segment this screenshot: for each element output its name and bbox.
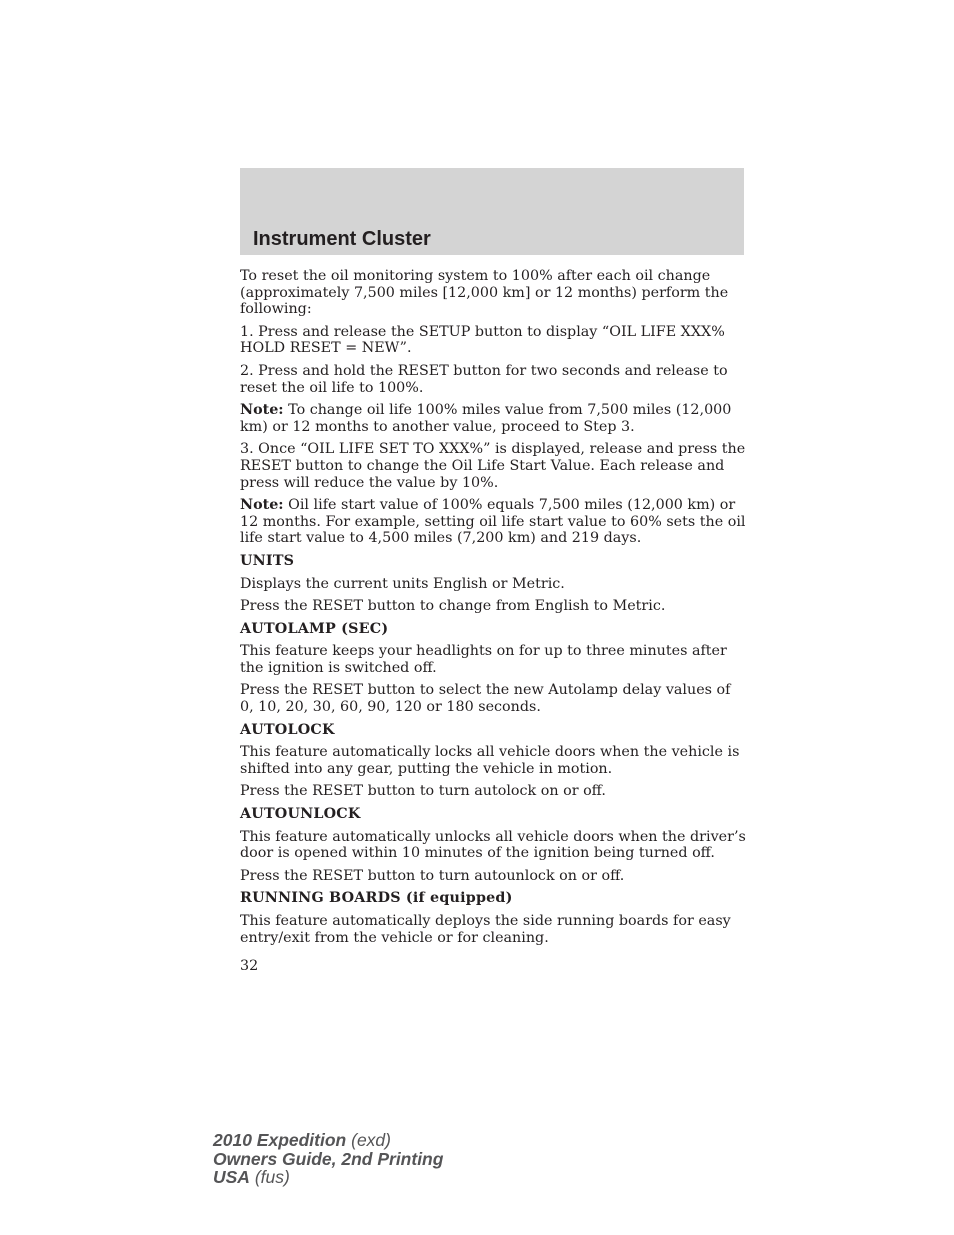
footer-market-code: (fus) bbox=[249, 1167, 290, 1187]
autolamp-paragraph-1: This feature keeps your headlights on for up to three minutes after the ignition is switched off. bbox=[240, 643, 727, 676]
footer-model: 2010 Expedition bbox=[213, 1130, 347, 1150]
autounlock-heading: AUTOUNLOCK bbox=[240, 806, 361, 823]
autolock-paragraph-2: Press the RESET button to turn autolock on or off. bbox=[240, 783, 606, 800]
page-number: 32 bbox=[240, 958, 259, 975]
footer-market: USA bbox=[213, 1167, 250, 1187]
section-header bbox=[240, 168, 744, 255]
note-1 bbox=[240, 402, 746, 435]
footer-model-code: (exd) bbox=[346, 1130, 391, 1150]
units-paragraph-1: Displays the current units English or Metric. bbox=[240, 575, 565, 592]
autolock-heading: AUTOLOCK bbox=[240, 721, 335, 738]
units-heading: UNITS bbox=[240, 552, 295, 569]
step-1: 1. Press and release the SETUP button to display “OIL LIFE XXX% HOLD RESET = NEW”. bbox=[240, 323, 725, 357]
autolock-paragraph-1: This feature automatically locks all vehicle doors when the vehicle is shifted into any gear, putting the vehicle in motion. bbox=[240, 744, 740, 777]
autounlock-paragraph-1: This feature automatically unlocks all vehicle doors when the driver’s door is opened within 10 minutes of the ignition being turned off. bbox=[240, 828, 746, 862]
note-1-text: To change oil life 100% miles value from 7,500 miles (12,000 km) or 12 months to another value, proceed to Step 3. bbox=[240, 402, 732, 435]
units-paragraph-2: Press the RESET button to change from English to Metric. bbox=[240, 598, 666, 615]
note-2-text: Oil life start value of 100% equals 7,500 miles (12,000 km) or 12 months. For example, setting oil life start value to 60% sets the oil life start value to 4,500 miles (7,200 km) and 219 days. bbox=[240, 497, 746, 547]
autolamp-heading: AUTOLAMP (SEC) bbox=[240, 620, 389, 637]
document-footer bbox=[213, 1131, 443, 1187]
page-body bbox=[240, 268, 746, 981]
step-3: 3. Once “OIL LIFE SET TO XXX%” is displayed, release and press the RESET button to change the Oil Life Start Value. Each release and press will reduce the value by 10%. bbox=[240, 441, 746, 491]
footer-guide: Owners Guide, 2nd Printing bbox=[213, 1148, 444, 1169]
section-title: Instrument Cluster bbox=[253, 228, 431, 250]
footer-line-3 bbox=[213, 1168, 443, 1187]
note-1-label: Note: bbox=[240, 402, 284, 419]
intro-paragraph: To reset the oil monitoring system to 100% after each oil change (approximately 7,500 miles [12,000 km] or 12 months) perform the following: bbox=[240, 268, 729, 318]
footer-line-1 bbox=[213, 1131, 443, 1150]
autolamp-paragraph-2: Press the RESET button to select the new Autolamp delay values of 0, 10, 20, 30, 60, 90, 120 or 180 seconds. bbox=[240, 682, 731, 716]
autounlock-paragraph-2: Press the RESET button to turn autounlock on or off. bbox=[240, 867, 625, 884]
running-boards-paragraph-1: This feature automatically deploys the side running boards for easy entry/exit from the vehicle or for cleaning. bbox=[240, 913, 731, 946]
note-2-label: Note: bbox=[240, 497, 284, 514]
note-2 bbox=[240, 497, 746, 547]
running-boards-heading: RUNNING BOARDS (if equipped) bbox=[240, 890, 513, 907]
footer-line-2 bbox=[213, 1150, 443, 1169]
step-2: 2. Press and hold the RESET button for two seconds and release to reset the oil life to 100%. bbox=[240, 362, 728, 396]
